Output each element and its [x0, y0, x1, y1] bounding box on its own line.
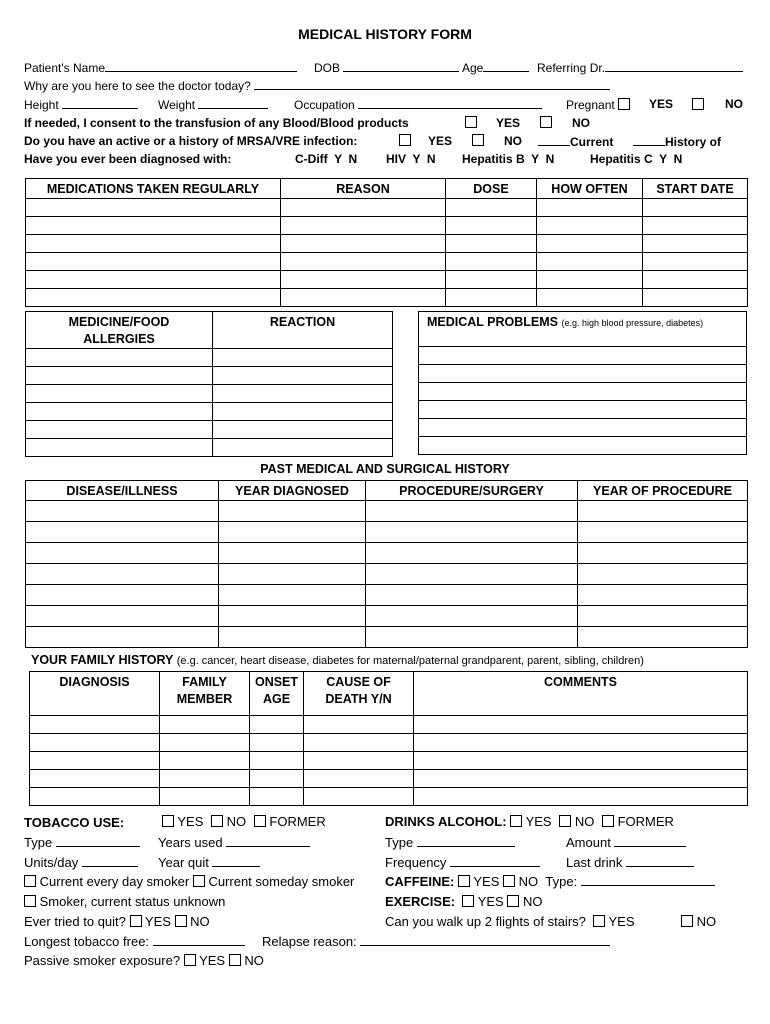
longest-free-row [24, 935, 245, 948]
height-field[interactable] [62, 99, 138, 109]
table-cell[interactable] [219, 585, 366, 606]
transfusion-no-label: NO [572, 116, 590, 130]
year-quit-field[interactable] [212, 857, 260, 867]
transfusion-no-checkbox[interactable] [540, 116, 552, 128]
table-cell[interactable] [281, 252, 446, 270]
last-drink-field[interactable] [626, 857, 694, 867]
height-group [24, 99, 138, 111]
tried-quit-no-checkbox[interactable] [175, 915, 187, 927]
table-cell[interactable] [578, 627, 748, 648]
transfusion-label: If needed, I consent to the transfusion of any Blood/Blood products [24, 116, 409, 130]
passive-yes-checkbox[interactable] [184, 954, 196, 966]
smoker-status-row [24, 875, 354, 888]
table-cell[interactable] [304, 770, 414, 788]
table-cell[interactable] [281, 216, 446, 234]
smoker-unknown-checkbox[interactable] [24, 895, 36, 907]
table-cell[interactable] [160, 716, 250, 734]
table-row [26, 564, 748, 585]
referring-group [537, 62, 743, 74]
stairs-no-group [681, 915, 716, 928]
past-history-table [25, 480, 748, 648]
family-title: YOUR FAMILY HISTORY [31, 653, 174, 667]
dob-field[interactable] [343, 62, 459, 72]
table-cell[interactable] [446, 234, 537, 252]
occupation-group [294, 99, 542, 111]
every-day-smoker-label: Current every day smoker [39, 874, 190, 889]
table-cell[interactable] [26, 564, 219, 585]
referring-label: Referring Dr. [537, 61, 606, 75]
table-cell[interactable] [213, 366, 393, 384]
pregnant-group [566, 98, 630, 111]
mrsa-no-checkbox[interactable] [472, 134, 484, 146]
table-row [26, 216, 748, 234]
exercise-yes-checkbox[interactable] [462, 895, 474, 907]
table-cell[interactable] [414, 770, 748, 788]
caffeine-type-field[interactable] [581, 876, 715, 886]
problems-header-label: MEDICAL PROBLEMS [427, 315, 559, 329]
tobacco-options [162, 815, 326, 828]
passive-row [24, 954, 264, 967]
table-cell[interactable] [26, 288, 281, 306]
table-cell[interactable] [213, 384, 393, 402]
tobacco-former-checkbox[interactable] [254, 815, 266, 827]
table-cell[interactable] [304, 734, 414, 752]
table-row [26, 198, 748, 216]
table-row [419, 383, 747, 401]
tobacco-label: TOBACCO USE: [24, 815, 125, 830]
table-cell[interactable] [643, 198, 748, 216]
table-row [26, 234, 748, 252]
table-row [26, 366, 393, 384]
allergies-table [25, 311, 393, 457]
height-label: Height [24, 98, 59, 112]
table-cell[interactable] [419, 365, 747, 383]
alcohol-type-group [385, 836, 515, 849]
mrsa-no-label: NO [504, 134, 522, 148]
relapse-field[interactable] [360, 936, 610, 946]
alcohol-type-field[interactable] [417, 837, 515, 847]
table-cell[interactable] [537, 216, 643, 234]
alcohol-no-label: NO [574, 814, 595, 829]
table-cell[interactable] [26, 234, 281, 252]
alcohol-yes-checkbox[interactable] [510, 815, 522, 827]
med-header-dose: DOSE [446, 179, 537, 199]
table-cell[interactable] [250, 770, 304, 788]
table-cell[interactable] [446, 216, 537, 234]
table-cell[interactable] [281, 288, 446, 306]
family-header-diagnosis: DIAGNOSIS [30, 672, 160, 716]
caffeine-no-label: NO [518, 874, 539, 889]
year-quit-label: Year quit [158, 855, 209, 870]
age-field[interactable] [483, 62, 529, 72]
table-cell[interactable] [26, 402, 213, 420]
exercise-yes-label: YES [477, 894, 504, 909]
tobacco-type-field[interactable] [56, 837, 140, 847]
last-drink-group [566, 856, 694, 869]
family-example: (e.g. cancer, heart disease, diabetes for maternal/paternal grandparent, parent, sibling, children) [176, 655, 644, 667]
past-header-year-procedure: YEAR OF PROCEDURE [578, 481, 748, 501]
table-cell[interactable] [250, 752, 304, 770]
past-history-title: PAST MEDICAL AND SURGICAL HISTORY [260, 462, 510, 476]
table-cell[interactable] [366, 543, 578, 564]
alcohol-amount-label: Amount [566, 835, 611, 850]
alcohol-amount-group [566, 836, 686, 849]
diagnosed-label: Have you ever been diagnosed with: [24, 152, 232, 166]
table-cell[interactable] [219, 564, 366, 585]
table-cell[interactable] [26, 585, 219, 606]
patient-name-field[interactable] [105, 62, 297, 72]
alcohol-yes-label: YES [525, 814, 552, 829]
tried-quit-yes-label: YES [144, 914, 171, 929]
table-cell[interactable] [578, 606, 748, 627]
someday-smoker-checkbox[interactable] [193, 875, 205, 887]
table-cell[interactable] [26, 438, 213, 456]
table-cell[interactable] [30, 734, 160, 752]
tobacco-yes-label: YES [177, 814, 204, 829]
patient-name-row [24, 62, 297, 74]
table-cell[interactable] [366, 627, 578, 648]
table-cell[interactable] [213, 438, 393, 456]
table-cell[interactable] [160, 770, 250, 788]
table-cell[interactable] [414, 788, 748, 806]
med-header-start-date: START DATE [643, 179, 748, 199]
tobacco-type-label: Type [24, 835, 53, 850]
mrsa-current-group [538, 135, 613, 148]
table-cell[interactable] [281, 234, 446, 252]
form-title: MEDICAL HISTORY FORM [298, 26, 472, 42]
family-title-group [31, 654, 644, 667]
table-cell[interactable] [366, 606, 578, 627]
table-cell[interactable] [643, 270, 748, 288]
alcohol-former-checkbox[interactable] [602, 815, 614, 827]
table-row [30, 752, 748, 770]
smoker-unknown-row [24, 895, 225, 908]
table-row [26, 252, 748, 270]
table-cell[interactable] [419, 401, 747, 419]
table-cell[interactable] [26, 384, 213, 402]
table-row [26, 543, 748, 564]
exercise-row [385, 895, 542, 908]
table-row [419, 437, 747, 455]
smoker-unknown-label: Smoker, current status unknown [39, 894, 226, 909]
table-cell[interactable] [250, 788, 304, 806]
table-cell[interactable] [281, 270, 446, 288]
patient-name-label: Patient's Name [24, 61, 105, 75]
pregnant-yes-checkbox[interactable] [618, 98, 630, 110]
table-cell[interactable] [160, 752, 250, 770]
table-cell[interactable] [219, 627, 366, 648]
table-row [26, 501, 748, 522]
family-table [29, 671, 748, 806]
table-cell[interactable] [366, 585, 578, 606]
transfusion-yes-label: YES [496, 116, 521, 130]
pregnant-no-checkbox[interactable] [692, 98, 704, 110]
table-row [30, 734, 748, 752]
table-row [26, 522, 748, 543]
alcohol-frequency-group [385, 856, 540, 869]
why-field[interactable] [254, 80, 610, 90]
table-cell[interactable] [366, 522, 578, 543]
table-cell[interactable] [414, 734, 748, 752]
table-cell[interactable] [419, 347, 747, 365]
table-cell[interactable] [30, 752, 160, 770]
table-cell[interactable] [414, 716, 748, 734]
stairs-no-label: NO [696, 914, 717, 929]
table-cell[interactable] [26, 270, 281, 288]
alcohol-no-checkbox[interactable] [559, 815, 571, 827]
tried-quit-yes-checkbox[interactable] [130, 915, 142, 927]
passive-yes-label: YES [199, 953, 226, 968]
why-group [24, 80, 610, 92]
exercise-no-label: NO [522, 894, 543, 909]
table-row [30, 788, 748, 806]
years-used-field[interactable] [226, 837, 310, 847]
table-row [26, 288, 748, 306]
table-cell[interactable] [578, 522, 748, 543]
table-row [26, 348, 393, 366]
allergies-header-medicine: MEDICINE/FOOD ALLERGIES [26, 312, 213, 349]
table-row [26, 384, 393, 402]
table-cell[interactable] [26, 216, 281, 234]
pregnant-no-label: NO [725, 97, 743, 111]
table-cell[interactable] [250, 716, 304, 734]
mrsa-history-field[interactable] [633, 135, 665, 146]
table-cell[interactable] [219, 543, 366, 564]
referring-field[interactable] [605, 62, 743, 72]
med-header-how-often: HOW OFTEN [537, 179, 643, 199]
tobacco-no-label: NO [226, 814, 247, 829]
caffeine-type-label: Type: [545, 874, 578, 889]
why-label: Why are you here to see the doctor today? [24, 79, 251, 93]
weight-label: Weight [158, 98, 196, 112]
alcohol-label: DRINKS ALCOHOL: [385, 814, 507, 829]
table-cell[interactable] [643, 252, 748, 270]
table-cell[interactable] [26, 606, 219, 627]
table-cell[interactable] [419, 437, 747, 455]
tobacco-no-checkbox[interactable] [211, 815, 223, 827]
table-cell[interactable] [446, 252, 537, 270]
table-cell[interactable] [219, 501, 366, 522]
past-header-year-diagnosed: YEAR DIAGNOSED [219, 481, 366, 501]
years-used-label: Years used [158, 835, 223, 850]
problems-example: (e.g. high blood pressure, diabetes) [561, 318, 704, 328]
pregnant-yes-label: YES [649, 97, 674, 111]
table-cell[interactable] [446, 270, 537, 288]
units-day-group [24, 856, 138, 869]
table-row [26, 420, 393, 438]
dob-label: DOB [314, 61, 341, 75]
stairs-label: Can you walk up 2 flights of stairs? [385, 914, 586, 929]
table-cell[interactable] [26, 420, 213, 438]
passive-label: Passive smoker exposure? [24, 953, 181, 968]
age-label: Age [462, 61, 484, 75]
longest-free-label: Longest tobacco free: [24, 934, 150, 949]
exercise-no-checkbox[interactable] [507, 895, 519, 907]
table-cell[interactable] [219, 522, 366, 543]
table-cell[interactable] [304, 752, 414, 770]
table-cell[interactable] [26, 348, 213, 366]
table-cell[interactable] [26, 627, 219, 648]
caffeine-yes-checkbox[interactable] [458, 875, 470, 887]
table-cell[interactable] [30, 770, 160, 788]
mrsa-history-label: History of [665, 135, 722, 149]
table-cell[interactable] [26, 543, 219, 564]
last-drink-label: Last drink [566, 855, 623, 870]
table-row [419, 347, 747, 365]
table-cell[interactable] [213, 402, 393, 420]
passive-no-checkbox[interactable] [229, 954, 241, 966]
stairs-yes-checkbox[interactable] [593, 915, 605, 927]
dob-group [314, 62, 459, 74]
table-cell[interactable] [26, 198, 281, 216]
table-cell[interactable] [643, 234, 748, 252]
family-header-comments: COMMENTS [414, 672, 748, 716]
transfusion-yes-checkbox[interactable] [465, 116, 477, 128]
table-row [26, 438, 393, 456]
table-cell[interactable] [446, 198, 537, 216]
table-row [419, 401, 747, 419]
family-header-member: FAMILY MEMBER [160, 672, 250, 716]
tried-quit-no-label: NO [190, 914, 210, 929]
mrsa-yes-label: YES [428, 134, 453, 148]
table-cell[interactable] [643, 216, 748, 234]
table-cell[interactable] [30, 716, 160, 734]
allergies-header-reaction: REACTION [213, 312, 393, 349]
table-row [419, 419, 747, 437]
caffeine-row [385, 875, 715, 888]
table-row [26, 585, 748, 606]
table-cell[interactable] [537, 198, 643, 216]
table-row [26, 627, 748, 648]
table-row [26, 402, 393, 420]
mrsa-history-group [633, 135, 721, 148]
table-cell[interactable] [213, 420, 393, 438]
alcohol-amount-field[interactable] [614, 837, 686, 847]
table-cell[interactable] [578, 501, 748, 522]
family-header-cause: CAUSE OF DEATH Y/N [304, 672, 414, 716]
stairs-row [385, 915, 635, 928]
table-cell[interactable] [419, 383, 747, 401]
tobacco-yes-checkbox[interactable] [162, 815, 174, 827]
hiv-option[interactable]: HIV Y N [386, 152, 436, 166]
table-cell[interactable] [578, 585, 748, 606]
cdiff-option[interactable]: C-Diff Y N [295, 152, 358, 166]
caffeine-label: CAFFEINE: [385, 874, 455, 889]
problems-header [419, 312, 747, 347]
table-cell[interactable] [643, 288, 748, 306]
table-cell[interactable] [281, 198, 446, 216]
table-cell[interactable] [537, 288, 643, 306]
table-cell[interactable] [419, 419, 747, 437]
table-row [419, 365, 747, 383]
relapse-label: Relapse reason: [262, 934, 357, 949]
table-row [30, 716, 748, 734]
past-header-procedure: PROCEDURE/SURGERY [366, 481, 578, 501]
table-cell[interactable] [578, 543, 748, 564]
table-row [26, 606, 748, 627]
table-cell[interactable] [446, 288, 537, 306]
table-row [30, 770, 748, 788]
mrsa-current-label: Current [570, 135, 614, 149]
table-cell[interactable] [26, 252, 281, 270]
tried-quit-row [24, 915, 210, 928]
table-cell[interactable] [26, 501, 219, 522]
occupation-field[interactable] [358, 99, 542, 109]
tried-quit-label: Ever tried to quit? [24, 914, 126, 929]
longest-free-field[interactable] [153, 936, 245, 946]
mrsa-label: Do you have an active or a history of MRSA/VRE infection: [24, 134, 358, 148]
table-cell[interactable] [537, 270, 643, 288]
past-header-disease: DISEASE/ILLNESS [26, 481, 219, 501]
table-cell[interactable] [366, 501, 578, 522]
alcohol-frequency-field[interactable] [450, 857, 540, 867]
table-cell[interactable] [30, 788, 160, 806]
someday-smoker-label: Current someday smoker [208, 874, 355, 889]
hepc-option[interactable]: Hepatitis C Y N [590, 152, 683, 166]
mrsa-current-field[interactable] [538, 135, 570, 146]
table-cell[interactable] [537, 234, 643, 252]
med-header-medication: MEDICATIONS TAKEN REGULARLY [26, 179, 281, 199]
table-cell[interactable] [213, 348, 393, 366]
caffeine-no-checkbox[interactable] [503, 875, 515, 887]
mrsa-yes-checkbox[interactable] [399, 134, 411, 146]
family-header-onset: ONSET AGE [250, 672, 304, 716]
table-cell[interactable] [160, 788, 250, 806]
exercise-label: EXERCISE: [385, 894, 456, 909]
alcohol-former-label: FORMER [617, 814, 674, 829]
stairs-yes-label: YES [608, 914, 635, 929]
table-cell[interactable] [304, 716, 414, 734]
units-day-field[interactable] [82, 857, 138, 867]
age-group [462, 62, 529, 74]
table-cell[interactable] [537, 252, 643, 270]
alcohol-frequency-label: Frequency [385, 855, 447, 870]
table-cell[interactable] [366, 564, 578, 585]
relapse-row [262, 935, 610, 948]
table-cell[interactable] [160, 734, 250, 752]
every-day-smoker-checkbox[interactable] [24, 875, 36, 887]
units-day-label: Units/day [24, 855, 79, 870]
table-cell[interactable] [26, 366, 213, 384]
table-cell[interactable] [219, 606, 366, 627]
caffeine-yes-label: YES [473, 874, 500, 889]
weight-field[interactable] [198, 99, 268, 109]
problems-table [418, 311, 747, 455]
weight-group [158, 99, 268, 111]
pregnant-label: Pregnant [566, 98, 615, 112]
hepb-option[interactable]: Hepatitis B Y N [462, 152, 555, 166]
years-used-group [158, 836, 310, 849]
stairs-no-checkbox[interactable] [681, 915, 693, 927]
table-cell[interactable] [414, 752, 748, 770]
table-row [26, 270, 748, 288]
year-quit-group [158, 856, 260, 869]
occupation-label: Occupation [294, 98, 355, 112]
table-cell[interactable] [304, 788, 414, 806]
table-cell[interactable] [26, 522, 219, 543]
table-cell[interactable] [578, 564, 748, 585]
alcohol-row [385, 815, 674, 828]
med-header-reason: REASON [281, 179, 446, 199]
medications-table [25, 178, 748, 307]
alcohol-type-label: Type [385, 835, 414, 850]
tobacco-type-group [24, 836, 140, 849]
tobacco-former-label: FORMER [269, 814, 326, 829]
passive-no-label: NO [244, 953, 264, 968]
table-cell[interactable] [250, 734, 304, 752]
